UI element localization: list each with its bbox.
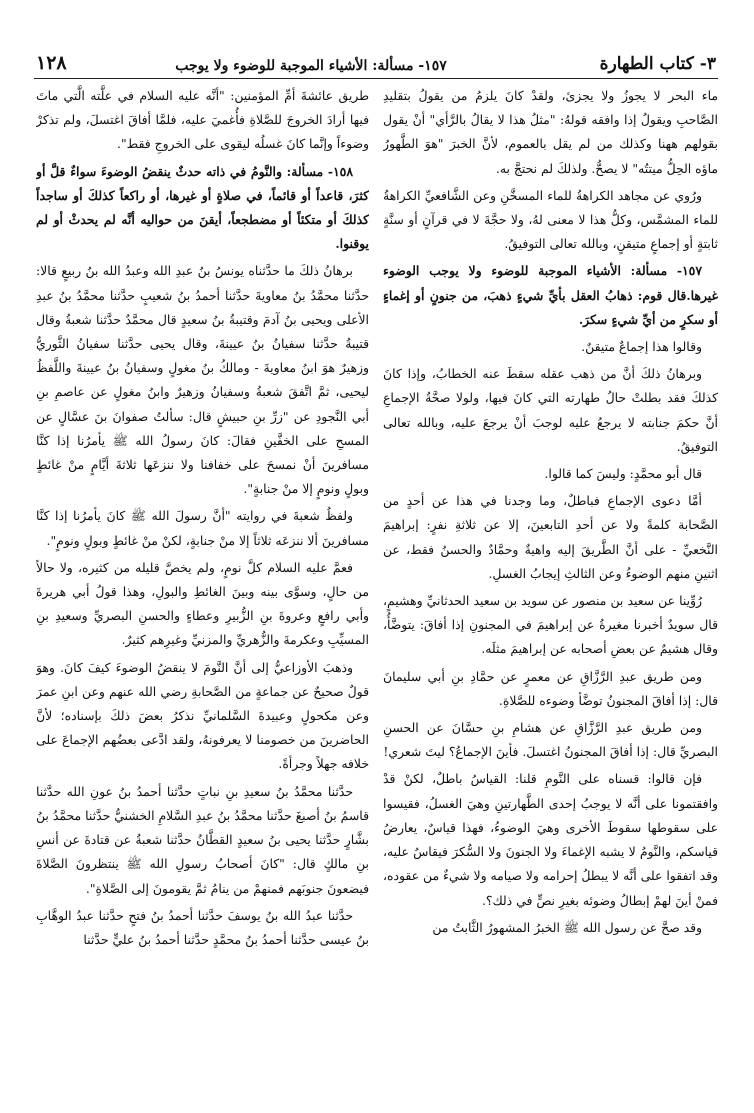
section-heading-157: ١٥٧- مسألة: الأشياء الموجبة للوضوء ولا يوجب الوضوء غيرها.قال قوم: ذهابُ العقل بأيِّ شيءٍ ذهبَ، من جنونٍ أو إغماءٍ أو سكرٍ من أيِّ شيءٍ سكرَ.: [383, 263, 718, 327]
page-number: ١٢٨: [36, 52, 67, 74]
paragraph: وذهبَ الأوزاعيُّ إلى أنَّ النَّومَ لا ينقضُ الوضوءَ كيفَ كانَ. وهوَ قولٌ صحيحٌ عن جماعةٍ من الصَّحابةِ رضي الله عنهم وعن ابنِ عمرَ وعن مكحولٍ وعبيدةَ السَّلمانيِّ نذكرُ بعضَ ذلكَ بإسناده؛ لأنَّ الحاضرينَ من خصومنا لا يعرفونهُ، ولقد ادَّعى بعضُهم الإجماعَ على خلافه جهلاً وجرأةً.: [36, 659, 369, 772]
paragraph: حدَّثنا عبدُ الله بنُ يوسفَ حدَّثنا أحمدُ بنُ فتحٍ حدَّثنا عبدُ الوهَّابِ بنُ عيسى حدَّثنا أحمدُ بنُ محمَّدٍ حدَّثنا أحمدُ بنُ عليٍّ حدَّثنا: [36, 907, 369, 947]
paragraph: ماء البحر لا يجوزُ ولا يجزئ، ولقدْ كانَ يلزمُ من يقولُ بتقليدِ الصَّاحبِ ويقولُ إذا وافقه قولهُ: "مثلُ هذا لا يقالُ بالرَّأي" أنْ يقول بقولهم ههنا وكذلك من لم يقل بالعموم، لأنَّ الخبرَ "هوَ الطَّهورُ ماؤه الحِلُّ ميتتُه" لا يصحُّ. ولذلكَ لم نحتجَّ به.: [383, 88, 718, 176]
paragraph: قال أبو محمَّدٍ: وليسَ كما قالوا.: [544, 466, 702, 482]
paragraph: حدَّثنا محمَّدُ بنُ سعيدِ بنِ نباتٍ حدَّثنا أحمدُ بنُ عونِ الله حدَّثنا قاسمُ بنُ أصبغَ حدَّثنا محمَّدُ بنُ عبدِ السَّلامِ الخشنيُّ حدَّثنا محمَّدُ بنُ بشَّارٍ حدَّثنا يحيى بنُ سعيدٍ القطَّانُ حدَّثنا شعبةُ عن قتادةَ عن أنسِ بنِ مالكٍ قال: "كانَ أصحابُ رسولِ الله ﷺ ينتظرونَ الصَّلاةَ فيضعونَ جنوبَهم فمنهمْ من ينامُ ثمَّ يقومونَ إلى الصَّلاةِ".: [36, 783, 369, 896]
paragraph: فإن قالوا: قسناه على النَّومِ قلنا: القياسُ باطلٌ، لكنْ قدْ وافقتمونا على أنَّه لا يوجبُ إحدى الطَّهارتينِ وهيَ الغسلُ، فقيسوا على سقوطها سقوطَ الأخرى وهيَ الوضوءُ، فهذا قياسٌ، يعارضُ قياسكم، والنَّومُ لا يشبه الإغماءَ ولا الجنونَ ولا السُّكرَ فيقاسُ عليه، وقد اتفقوا على أنَّه لا يبطلُ إحرامه ولا صيامه ولا شيءٌ من عقوده، فمنْ أينَ لهمْ إبطالُ وضوئه بغيرِ نصٍّ في ذلك؟.: [383, 771, 718, 908]
paragraph: أمَّا دعوى الإجماعِ فباطلٌ، وما وجدنا في هذا عن أحدٍ من الصَّحابة كلمةً ولا عن أحدِ التابعينَ، إلا عن ثلاثةِ نفرٍ: إبراهيمَ النَّخعيِّ - على أنَّ الطَّريقَ إليه واهيةٌ وحمَّادٌ والحسنُ فقط، عن اثنينِ منهم الوضوءُ وعن الثالثِ إيجابُ الغسلِ.: [383, 493, 718, 581]
section-heading-158: ١٥٨- مسألة: والنَّومُ في ذاته حدثٌ ينقضُ الوضوءَ سواءٌ قلَّ أو كثرَ، قاعداً أو قائماً، في صلاةٍ أو غيرها، أو راكعاً كذلكَ أو ساجداً كذلكَ أو متكئاً أو مضطجعاً، أيقنَ من حواليه أنَّه لم يحدثْ أو لم يوقنوا.: [36, 163, 369, 252]
left-column: [36, 84, 369, 1103]
section-title: ١٥٧- مسألة: الأشياء الموجبة للوضوء ولا يوجب: [175, 58, 447, 74]
paragraph: ومن طريق عبدِ الرَّزَّاقِ عن هشامِ بنِ حسَّانَ عن الحسنِ البصريِّ قال: إذا أفاقَ المجنونُ اغتسلَ. فأينَ الإجماعُ؟ ليتَ شعري!: [383, 720, 718, 760]
paragraph: طريق عائشةَ أمِّ المؤمنين: "أنَّه عليه السلام في علَّته الَّتي ماتَ فيها أرادَ الخروجَ للصَّلاةِ فأُغميَ عليه، فلمَّا أفاقَ اغتسلَ، ولم تذكرْ وضوءاً وإنَّما كانَ غسلُه ليقوى على الخروجِ فقط".: [36, 88, 369, 152]
header-rule: [34, 78, 718, 79]
paragraph: وقد صحَّ عن رسول الله ﷺ الخبرُ المشهورُ الثَّابتُ من: [432, 919, 702, 935]
running-header: [36, 44, 716, 74]
paragraph: وقالوا هذا إجماعٌ متيقنٌ.: [581, 339, 702, 355]
paragraph: رُوِّينا عن سعيد بن منصور عن سويد بن سعيد الحدثانيِّ وهشيمٍ، قال سويدٌ أخبرنا مغيرةُ عن إبراهيمَ في المجنونِ إذا أفاقَ: يتوضَّأُ، وقال هشيمٌ عن بعضِ أصحابه عن إبراهيمَ مثلَه.: [383, 593, 718, 657]
paragraph: ورُوي عن مجاهد الكراهةُ للماء المسخَّنِ وعن الشَّافعيِّ الكراهةُ للماء المشمَّس، وكلُّ هذا لا معنى لهُ، ولا حجَّةَ لا في قرآنٍ أو سنَّةٍ ثابتةٍ أو إجماعٍ متيقنٍ، وبالله تعالى التوفيقُ.: [383, 187, 718, 252]
chapter-title: ٣- كتاب الطهارة: [599, 54, 716, 74]
right-column: [383, 84, 718, 1103]
paragraph: ومن طريق عبدِ الرَّزَّاقِ عن معمرٍ عن حمَّادِ بنِ أبي سليمانَ قال: إذا أفاقَ المجنونُ توضَّأ وضوءه للصَّلاةِ.: [383, 668, 718, 708]
paragraph: برهانُ ذلكَ ما حدَّثناه يونسُ بنُ عبدِ الله وعبدُ الله بنُ ربيعٍ قالا: حدَّثنا محمَّدُ بنُ معاويةَ حدَّثنا أحمدُ بنُ شعيبٍ حدَّثنا محمَّدُ بنُ عبدِ الأعلى ويحيى بنُ آدمَ وقتيبةُ بنُ سعيدٍ قال محمَّدٌ حدَّثنا شعبةُ وقال قتيبةُ حدَّثنا سفيانُ بنُ عيينةَ، وقال يحيى حدَّثنا سفيانُ الثَّوريُّ وزهيرٌ هوَ ابنُ معاويةَ - ومالكُ بنُ مغولٍ وسفيانُ بنُ عيينةَ واللَّفظُ ليحيى، ثمَّ اتَّفقَ شعبةُ وسفيانُ وزهيرٌ وابنُ مغولٍ عن عاصمِ بنِ أبي النَّجودِ عن "زرِّ بنِ حبيشٍ قال: سألتُ صفوانَ بنَ عسَّالٍ عن المسحِ على الخفَّينِ فقالَ: كانَ رسولُ الله ﷺ يأمرُنا إذا كنَّا مسافرينَ أنْ نمسحَ على خفافنا ولا ننزعَها ثلاثةَ أيَّامٍ منْ غائطٍ وبولٍ ونومٍ إلا منْ جنابةٍ".: [36, 263, 369, 497]
paragraph: وبرهانُ ذلكَ أنَّ من ذهب عقله سقطَ عنه الخطابُ، وإذا كانَ كذلكَ فقد بطلتْ حالُ طهارته التي كانَ فيها، ولولا صحَّةُ الإجماعِ أنَّ حكمَ جنابته لا يرجعُ عليه لوجبَ أنْ يرجعَ عليه، وبالله تعالى التوفيقُ.: [383, 366, 718, 454]
paragraph: ولفظُ شعبةَ في روايته "أنَّ رسولَ الله ﷺ كانَ يأمرُنا إذا كنَّا مسافرينَ ألا ننزعَه ثلاثاً إلا منْ جنابةٍ، لكنْ منْ غائطٍ وبولٍ ونومٍ".: [36, 508, 369, 548]
paragraph: فعمَّ عليه السلام كلَّ نومٍ، ولم يخصَّ قليله من كثيره، ولا حالاً من حالٍ، وسوَّى بينه وبينَ الغائطِ والبولِ، وهذا قولُ أبي هريرةَ وأبي رافعٍ وعروةَ بنِ الزُّبيرِ وعطاءٍ والحسنِ البصريِّ وسعيدِ بنِ المسيِّبِ وعكرمةَ والزُّهريِّ والمزنيِّ وغيرِهم كثيرٌ.: [36, 559, 369, 648]
